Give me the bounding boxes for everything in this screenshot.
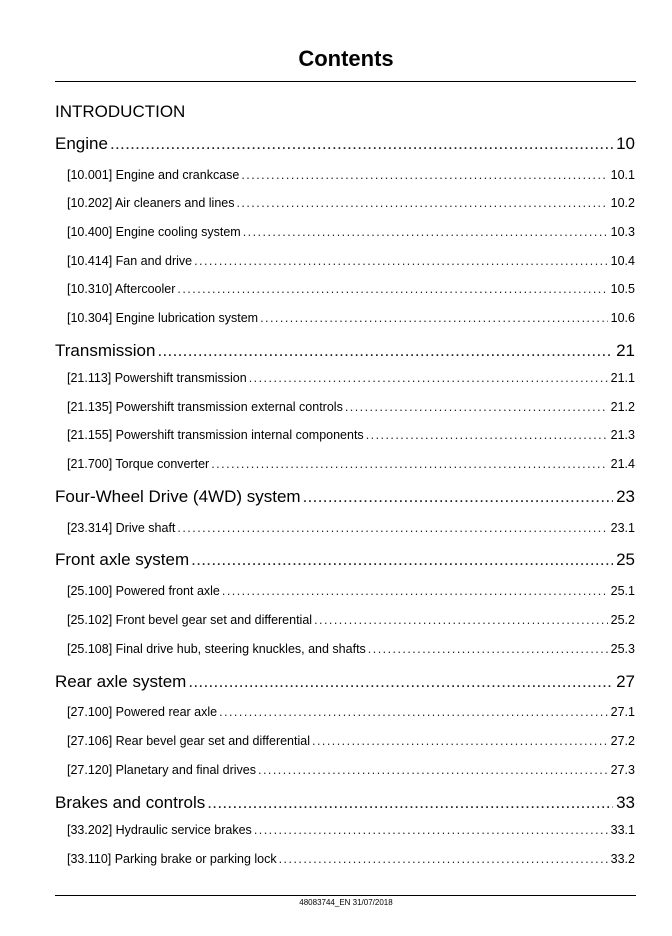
toc-item[interactable] (67, 253, 635, 269)
toc-page-number: 25.3 (610, 642, 635, 656)
toc-page-number: 10.4 (610, 254, 635, 268)
toc-section-label: Front axle system (55, 550, 190, 569)
toc-item[interactable] (67, 851, 635, 867)
dot-leader (258, 762, 608, 778)
toc-page-number: 33 (616, 793, 635, 812)
dot-leader (368, 641, 608, 657)
toc-item[interactable] (67, 583, 635, 599)
dot-leader (177, 520, 607, 536)
toc-section-brakes[interactable] (55, 792, 635, 814)
dot-leader (222, 583, 608, 599)
toc-item-label: [21.155] Powershift transmission internal components (67, 428, 364, 442)
toc-page-number: 10.1 (610, 168, 635, 182)
toc-item[interactable] (67, 195, 635, 211)
toc-item-label: [25.100] Powered front axle (67, 584, 220, 598)
dot-leader (314, 612, 608, 628)
toc-section-front-axle[interactable] (55, 549, 635, 571)
toc-item[interactable] (67, 762, 635, 778)
dot-leader (366, 427, 608, 443)
dot-leader (188, 671, 613, 693)
toc-item-label: [10.400] Engine cooling system (67, 225, 241, 239)
toc-section-label: Brakes and controls (55, 793, 206, 812)
toc-item[interactable] (67, 641, 635, 657)
toc-item-label: [27.106] Rear bevel gear set and differential (67, 734, 310, 748)
toc-item[interactable] (67, 281, 635, 297)
toc-item-label: [25.102] Front bevel gear set and differential (67, 613, 313, 627)
toc-item-label: [21.135] Powershift transmission external controls (67, 400, 343, 414)
dot-leader (260, 310, 608, 326)
toc-introduction[interactable]: INTRODUCTION (55, 102, 186, 121)
toc-item-label: [10.001] Engine and crankcase (67, 168, 240, 182)
toc-item[interactable] (67, 399, 635, 415)
dot-leader (191, 549, 613, 571)
toc-item-label: [23.314] Drive shaft (67, 521, 176, 535)
toc-page-number: 27.2 (610, 734, 635, 748)
dot-leader (254, 822, 608, 838)
toc-page-number: 10 (616, 134, 635, 153)
toc-item-label: [25.108] Final drive hub, steering knuckles, and shafts (67, 642, 366, 656)
toc-item[interactable] (67, 427, 635, 443)
toc-page-number: 10.5 (610, 282, 635, 296)
toc-section-transmission[interactable] (55, 340, 635, 362)
dot-leader (157, 340, 613, 362)
toc-item[interactable] (67, 704, 635, 720)
toc-section-label: Four-Wheel Drive (4WD) system (55, 487, 301, 506)
toc-item-label: [27.100] Powered rear axle (67, 705, 218, 719)
toc-page-number: 23.1 (610, 521, 635, 535)
toc-page-number: 10.6 (610, 311, 635, 325)
toc-page-number: 25.2 (610, 613, 635, 627)
toc-item-label: [21.113] Powershift transmission (67, 371, 247, 385)
dot-leader (110, 133, 613, 155)
toc-page-number: 21.2 (610, 400, 635, 414)
dot-leader (312, 733, 608, 749)
toc-page-number: 27 (616, 672, 635, 691)
toc-item[interactable] (67, 456, 635, 472)
toc-item-label: [27.120] Planetary and final drives (67, 763, 257, 777)
toc-page-number: 10.2 (610, 196, 635, 210)
toc-section-label: Engine (55, 134, 108, 153)
dot-leader (219, 704, 608, 720)
toc-item-label: [10.310] Aftercooler (67, 282, 176, 296)
toc-page-number: 27.1 (610, 705, 635, 719)
toc-page-number: 23 (616, 487, 635, 506)
toc-page-number: 21.1 (610, 371, 635, 385)
dot-leader (241, 167, 607, 183)
title-rule (55, 81, 636, 82)
dot-leader (177, 281, 607, 297)
dot-leader (303, 486, 613, 508)
toc-page-number: 21 (616, 341, 635, 360)
toc-section-engine[interactable] (55, 133, 635, 155)
toc-item[interactable] (67, 224, 635, 240)
toc-page-number: 21.3 (610, 428, 635, 442)
dot-leader (236, 195, 607, 211)
dot-leader (345, 399, 608, 415)
toc-page-number: 25 (616, 550, 635, 569)
toc-item-label: [10.414] Fan and drive (67, 254, 193, 268)
toc-item[interactable] (67, 520, 635, 536)
toc-item-label: [21.700] Torque converter (67, 457, 210, 471)
toc-section-label: Transmission (55, 341, 156, 360)
dot-leader (211, 456, 607, 472)
footer-rule (55, 895, 636, 896)
toc-section-label: Rear axle system (55, 672, 187, 691)
toc-item-label: [33.110] Parking brake or parking lock (67, 852, 277, 866)
toc-page-number: 27.3 (610, 763, 635, 777)
toc-page-number: 25.1 (610, 584, 635, 598)
toc-section-4wd[interactable] (55, 486, 635, 508)
toc-page-number: 21.4 (610, 457, 635, 471)
toc-item[interactable] (67, 733, 635, 749)
dot-leader (194, 253, 608, 269)
toc-item[interactable] (67, 612, 635, 628)
document-footer: 48083744_EN 31/07/2018 (299, 898, 393, 907)
toc-item[interactable] (67, 310, 635, 326)
toc-item-label: [10.202] Air cleaners and lines (67, 196, 235, 210)
toc-page-number: 33.2 (610, 852, 635, 866)
toc-item[interactable] (67, 167, 635, 183)
toc-item[interactable] (67, 370, 635, 386)
toc-item-label: [10.304] Engine lubrication system (67, 311, 259, 325)
page-title: Contents (298, 46, 394, 71)
toc-item[interactable] (67, 822, 635, 838)
toc-page-number: 33.1 (610, 823, 635, 837)
toc-item-label: [33.202] Hydraulic service brakes (67, 823, 252, 837)
dot-leader (207, 792, 613, 814)
dot-leader (243, 224, 608, 240)
toc-section-rear-axle[interactable] (55, 671, 635, 693)
toc-page-number: 10.3 (610, 225, 635, 239)
dot-leader (279, 851, 608, 867)
dot-leader (249, 370, 608, 386)
